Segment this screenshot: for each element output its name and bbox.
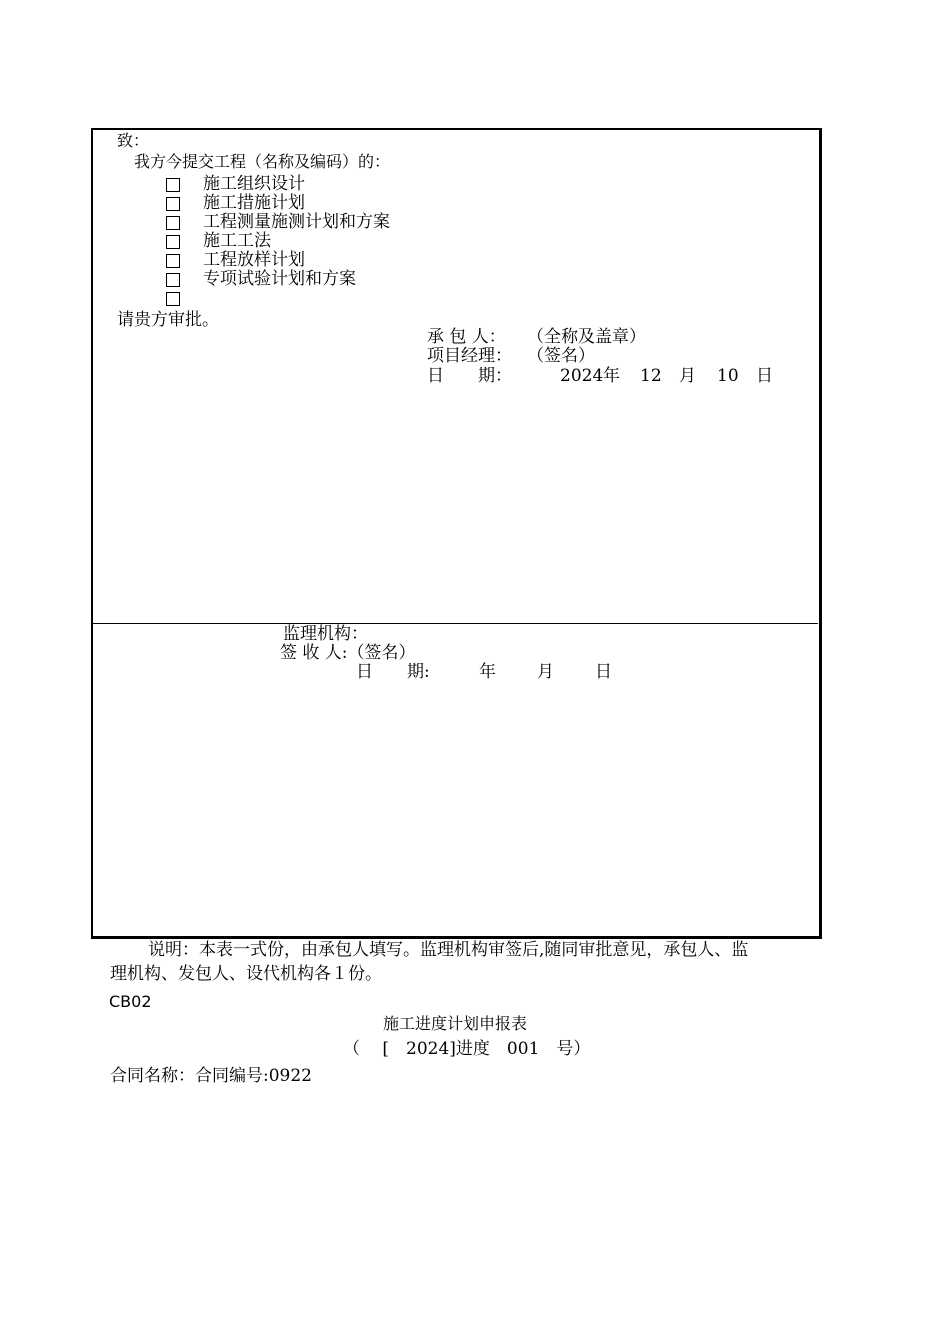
checkbox-construction-measures-plan[interactable] xyxy=(166,197,180,211)
checkbox-construction-method[interactable] xyxy=(166,235,180,249)
contractor-label: 承 包 人： xyxy=(427,327,506,347)
form-code: CB02 xyxy=(109,992,152,1011)
date-month-unit: 月 xyxy=(679,366,696,386)
checkbox-survey-plan[interactable] xyxy=(166,216,180,230)
project-manager-label: 项目经理： xyxy=(427,346,512,366)
approval-request: 请贵方审批。 xyxy=(117,310,219,330)
checklist-label: 施工组织设计 xyxy=(203,174,305,194)
date-day-unit: 日 xyxy=(756,366,773,386)
checklist-label: 工程测量施测计划和方案 xyxy=(203,212,390,232)
to-label: 致： xyxy=(117,131,150,150)
date-label: 日 期： xyxy=(427,366,512,386)
receipt-year-unit: 年 xyxy=(479,662,496,682)
checkbox-special-test-plan[interactable] xyxy=(166,273,180,287)
receipt-day-unit: 日 xyxy=(595,662,612,682)
note-line-1: 说明：本表一式份，由承包人填写。监理机构审签后,随同审批意见，承包人、监 xyxy=(148,940,749,960)
receipt-date-label: 日 期: xyxy=(356,662,430,682)
checklist-label: 施工措施计划 xyxy=(203,193,305,213)
checkbox-construction-org-design[interactable] xyxy=(166,178,180,192)
project-manager-value: （签名） xyxy=(527,346,595,366)
date-day: 10 xyxy=(717,366,739,386)
checklist-label: 专项试验计划和方案 xyxy=(203,269,356,289)
date-month: 12 xyxy=(640,366,662,386)
date-year: 2024 xyxy=(560,366,604,386)
receipt-month-unit: 月 xyxy=(537,662,554,682)
contract-name-line: 合同名称：合同编号:0922 xyxy=(110,1066,312,1086)
checkbox-other[interactable] xyxy=(166,292,180,306)
submission-form-box xyxy=(91,128,822,939)
supervision-org-label: 监理机构： xyxy=(283,624,368,644)
date-year-unit: 年 xyxy=(603,366,620,386)
contractor-value: （全称及盖章） xyxy=(527,327,646,347)
checklist-label: 施工工法 xyxy=(203,231,271,251)
form-section-divider xyxy=(93,623,818,624)
checkbox-setting-out-plan[interactable] xyxy=(166,254,180,268)
form-number-line: （ [ 2024]进度 001 号） xyxy=(343,1039,591,1059)
form-title: 施工进度计划申报表 xyxy=(383,1014,528,1033)
signer-label: 签 收 人:（签名） xyxy=(280,643,416,663)
intro-text: 我方今提交工程（名称及编码）的： xyxy=(134,152,391,171)
note-line-2: 理机构、发包人、设代机构各１份。 xyxy=(110,964,382,984)
checklist-label: 工程放样计划 xyxy=(203,250,305,270)
